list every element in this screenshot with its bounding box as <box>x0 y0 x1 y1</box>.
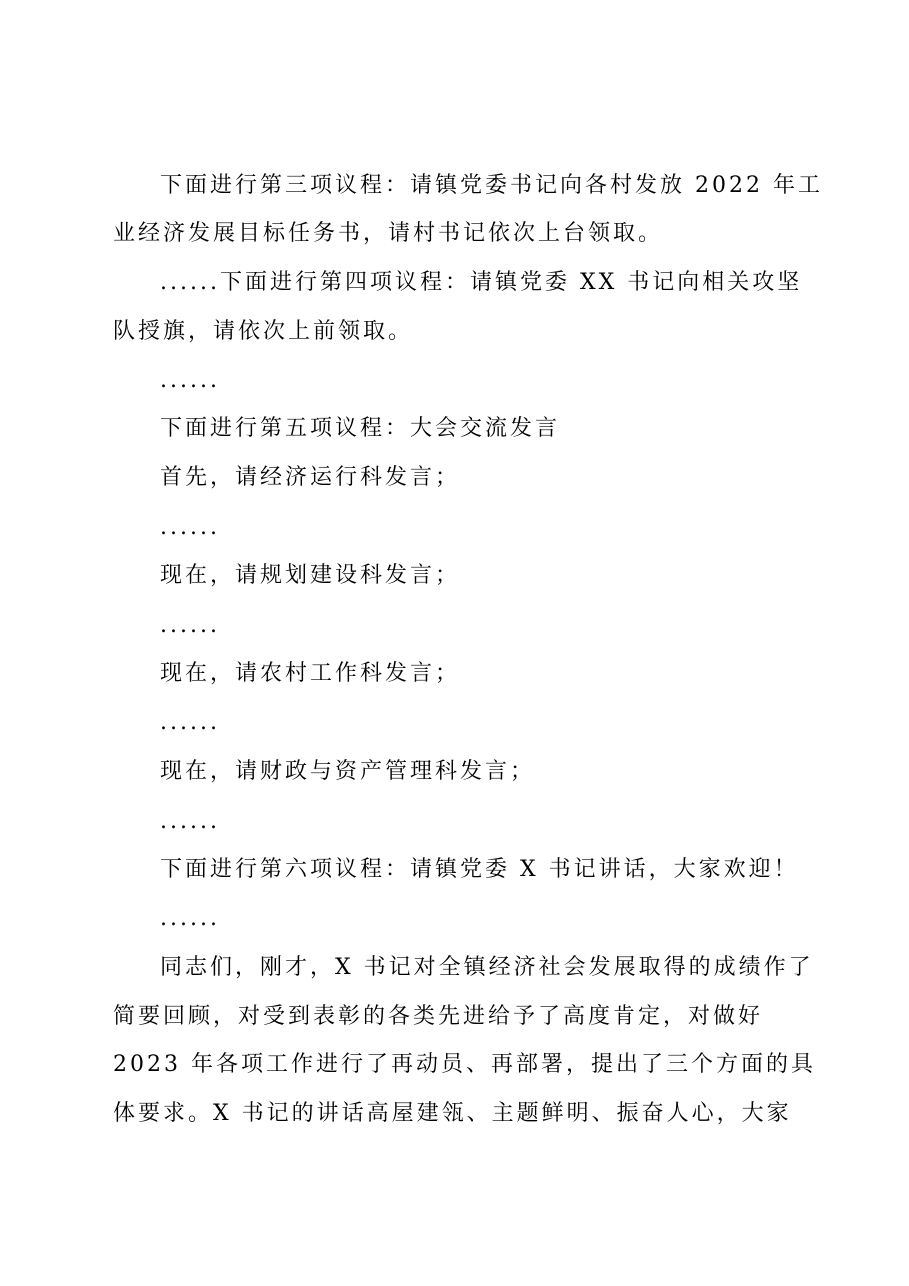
ellipsis-line: ...... <box>160 515 220 540</box>
paragraph-closing-line-4: 体要求。X 书记的讲话高屋建瓴、主题鲜明、振奋人心，大家 <box>113 1101 792 1126</box>
ellipsis-line: ...... <box>160 368 220 393</box>
paragraph-closing-line-3: 2023 年各项工作进行了再动员、再部署，提出了三个方面的具 <box>113 1052 816 1077</box>
paragraph-agenda-5: 下面进行第五项议程：大会交流发言 <box>160 416 561 441</box>
paragraph-agenda-3-line-1: 下面进行第三项议程：请镇党委书记向各村发放 2022 年工 <box>160 173 823 198</box>
paragraph-closing-line-1: 同志们，刚才，X 书记对全镇经济社会发展取得的成绩作了 <box>160 955 814 980</box>
paragraph-agenda-3-line-2: 业经济发展目标任务书，请村书记依次上台领取。 <box>113 221 664 246</box>
ellipsis-line: ...... <box>160 809 220 834</box>
ellipsis-line: ...... <box>160 613 220 638</box>
paragraph-speech-4: 现在，请财政与资产管理科发言； <box>160 759 536 784</box>
ellipsis-line: ...... <box>160 710 220 735</box>
paragraph-agenda-6: 下面进行第六项议程：请镇党委 X 书记讲话，大家欢迎！ <box>160 857 799 882</box>
paragraph-speech-2: 现在，请规划建设科发言； <box>160 563 461 588</box>
paragraph-closing-line-2: 简要回顾，对受到表彰的各类先进给予了高度肯定，对做好 <box>113 1004 764 1029</box>
paragraph-agenda-4-line-2: 队授旗，请依次上前领取。 <box>113 319 414 344</box>
paragraph-speech-3: 现在，请农村工作科发言； <box>160 661 461 686</box>
paragraph-speech-1: 首先，请经济运行科发言； <box>160 465 461 490</box>
ellipsis-line: ...... <box>160 906 220 931</box>
paragraph-agenda-4-line-1: ......下面进行第四项议程：请镇党委 XX 书记向相关攻坚 <box>160 270 803 295</box>
